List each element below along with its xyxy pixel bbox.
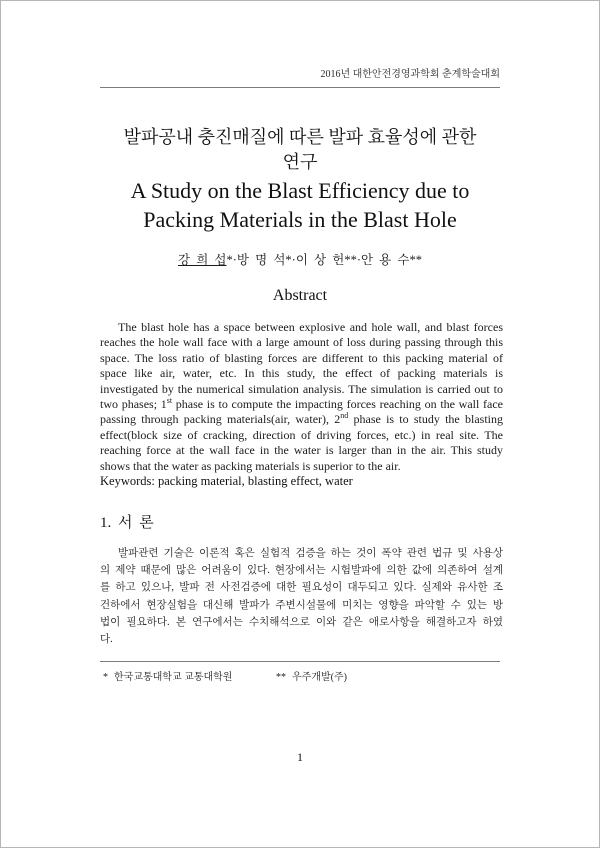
author-affiliation-mark: ** xyxy=(344,253,357,267)
abstract-heading: Abstract xyxy=(272,287,328,304)
author-name: 안 용 수 xyxy=(360,253,410,267)
abstract-line: investigated by the numerical simulation analysis. The simulation is carried out to xyxy=(100,381,503,396)
english-title-line: Packing Materials in the Blast Hole xyxy=(143,207,457,232)
footnote xyxy=(276,671,347,685)
paragraph-line: 발파관련 기술은 이론적 혹은 실험적 검증을 하는 것이 폭약 관련 법규 및 사용상 xyxy=(118,548,503,559)
author-affiliation-mark: * xyxy=(285,253,292,267)
section-title: 서 론 xyxy=(118,515,154,531)
paragraph-line: 법이 필요하다. 본 연구에서는 수치해석으로 이와 같은 애로사항을 해결하고자 하였 xyxy=(100,616,503,628)
ordinal-superscript: nd xyxy=(340,411,349,421)
section-number: 1. xyxy=(100,515,112,531)
abstract-line: The blast hole has a space between explosive and hole wall, and blast forces xyxy=(118,320,503,334)
footnote-mark: * xyxy=(103,672,108,683)
footnote-text: 우주개발(주) xyxy=(292,672,347,683)
header-rule xyxy=(100,87,500,88)
page-number: 1 xyxy=(297,750,303,764)
keywords-value: packing material, blasting effect, water xyxy=(157,474,353,488)
ordinal-superscript: st xyxy=(166,395,173,405)
abstract-line-text: phase is to study the blasting xyxy=(348,412,503,427)
keywords-label: Keywords: xyxy=(100,474,155,488)
footnote-mark: ** xyxy=(276,672,286,683)
abstract-line xyxy=(100,397,503,412)
abstract-line: space like air, water, etc. In this study, the effect of packing materials is xyxy=(100,366,503,381)
author-affiliation-mark: * xyxy=(226,253,233,267)
abstract-line: effect(block size of cracking, direction of driving forces, etc.) in real site. The xyxy=(100,427,503,442)
abstract-line-text: passing through packing materials(air, water), 2 xyxy=(100,412,341,427)
author-affiliation-mark: ** xyxy=(409,253,422,267)
footnote xyxy=(103,671,232,685)
running-header: 2016년 대한안전경영과학회 춘계학술대회 xyxy=(320,69,500,80)
korean-title-line: 연구 xyxy=(282,152,318,172)
author-name: 방 명 석 xyxy=(236,253,286,267)
author-name: 이 상 헌 xyxy=(295,253,345,267)
abstract-line-text: phase is to compute the impacting forces reaching on the wall face xyxy=(172,396,504,411)
author-name: 강 희 섭 xyxy=(178,253,227,267)
abstract-line: reaches the hole wall face with a large amount of loss during passing through this xyxy=(100,335,503,350)
abstract-body xyxy=(100,320,503,474)
section-heading xyxy=(100,513,154,533)
english-title-line: A Study on the Blast Efficiency due to xyxy=(130,178,470,203)
author-separator: · xyxy=(356,253,361,267)
author-list xyxy=(0,252,600,268)
section-paragraph xyxy=(100,545,503,648)
abstract-line xyxy=(100,412,503,427)
paragraph-line: 를 하고 있으나, 발파 전 사전검증에 대한 필요성이 대두되고 있다. 실제와 유사한 조 xyxy=(100,582,503,594)
paragraph-line: 건하에서 현장실험을 대신해 발파가 주변시설물에 미치는 영향을 파악할 수 있는 방 xyxy=(100,599,503,611)
abstract-line: reaching force at the wall face in the water is larger than in the air. This study xyxy=(100,443,503,458)
abstract-line-text: two phases; 1 xyxy=(100,396,167,411)
footnote-text: 한국교통대학교 교통대학원 xyxy=(114,672,233,683)
paragraph-line: 의 제약 때문에 많은 어려움이 있다. 현장에서는 시험발파에 의한 값에 의존하여 설계 xyxy=(100,565,503,577)
paragraph-line: 다. xyxy=(100,633,113,645)
abstract-line: space. The loss ratio of blasting forces are different to this packing material of xyxy=(100,350,503,365)
footnote-rule xyxy=(100,661,500,662)
author-separator: · xyxy=(232,253,237,267)
korean-title-line: 발파공내 충진매질에 따른 발파 효율성에 관한 xyxy=(123,127,477,147)
keywords-line xyxy=(100,473,353,489)
author-separator: · xyxy=(291,253,296,267)
abstract-line: shows that the water as packing materials is superior to the air. xyxy=(100,458,401,473)
